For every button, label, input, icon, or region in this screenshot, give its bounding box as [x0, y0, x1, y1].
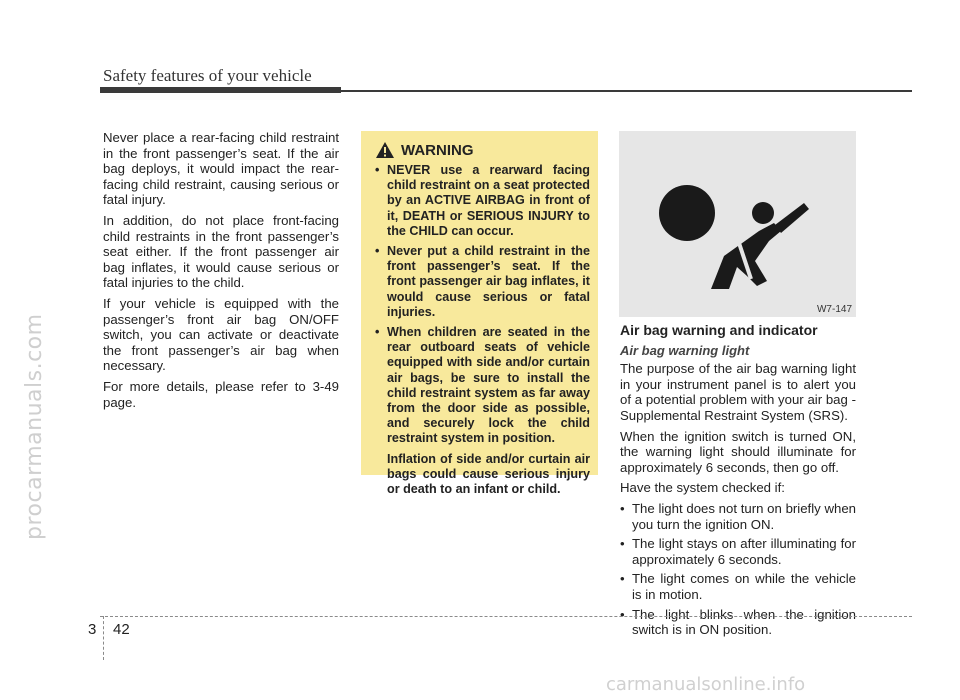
- left-column: [103, 130, 339, 415]
- warning-item: [375, 325, 590, 447]
- bullet: •: [620, 606, 625, 622]
- check-list: [620, 501, 856, 638]
- footer-divider: [103, 616, 104, 660]
- warning-list: [375, 163, 590, 447]
- page-number: 42: [113, 621, 130, 638]
- left-paragraph: In addition, do not place front-facing child restraints in the front passenger’s seat either. If the front passenger air bag inflates, it would cause serious or fatal injuries to the child.: [103, 212, 339, 291]
- side-watermark: procarmanuals.com: [22, 313, 47, 540]
- right-paragraph: The purpose of the air bag warning light in your instrument panel is to alert you of a potential problem with your air bag - Supplemental Restraint System (SRS).: [620, 361, 856, 423]
- warning-item-text: When children are seated in the rear outboard seats of vehicle equipped with side and/or curtain air bags, be sure to install the child restraint system as far away from the door side as possible, and securely lock the child restraint system in position.: [387, 325, 590, 446]
- check-item-text: The light stays on after illuminating for approximately 6 seconds.: [632, 536, 856, 567]
- check-item-text: The light does not turn on briefly when you turn the ignition ON.: [632, 500, 856, 532]
- airbag-figure: [619, 131, 856, 317]
- bottom-watermark: carmanualsonline.info: [606, 674, 806, 695]
- bullet: •: [375, 325, 380, 340]
- page-chapter: 3: [88, 621, 97, 638]
- subsection-title: Air bag warning light: [620, 342, 750, 358]
- warning-header: [375, 141, 590, 159]
- right-paragraph: Have the system checked if:: [620, 480, 785, 496]
- header-rule: [100, 90, 912, 92]
- check-item: [620, 607, 856, 638]
- airbag-warning-symbol-icon: [619, 131, 856, 317]
- warning-extra-text: Inflation of side and/or curtain air bags could cause serious injury or death to an infant or child.: [387, 451, 590, 497]
- right-paragraph: When the ignition switch is turned ON, the warning light should illuminate for approximately 6 seconds, then go off.: [620, 428, 856, 475]
- check-item: [620, 571, 856, 602]
- page-header-title: Safety features of your vehicle: [103, 66, 312, 85]
- warning-item-text: NEVER use a rearward facing child restraint on a seat protected by an ACTIVE AIRBAG in front of it, DEATH or SERIOUS INJURY to the CHILD can occur.: [387, 163, 590, 238]
- warning-item: [375, 244, 590, 320]
- section-title: Air bag warning and indicator: [620, 322, 818, 338]
- left-paragraph: Never place a rear-facing child restraint in the front passenger’s seat. If the air bag deploys, it would impact the rear-facing child restraint, causing serious or fatal injury.: [103, 130, 339, 208]
- bullet: •: [620, 536, 625, 552]
- check-item: [620, 501, 856, 532]
- bullet: •: [620, 500, 625, 516]
- bullet: •: [620, 571, 625, 587]
- right-column: [620, 323, 856, 642]
- left-paragraph: For more details, please refer to 3-49 page.: [103, 378, 339, 410]
- bullet: •: [375, 244, 380, 259]
- footer-rule: [100, 616, 912, 617]
- warning-item-text: Never put a child restraint in the front passenger’s seat. If the front passenger air bag inflates, it would cause serious or fatal injuries.: [387, 244, 590, 319]
- check-item: [620, 536, 856, 567]
- warning-title: WARNING: [401, 141, 474, 159]
- check-item-text: The light blinks when the ignition switch is in ON position.: [632, 606, 856, 638]
- warning-box: [361, 131, 598, 497]
- figure-code: W7-147: [816, 304, 852, 315]
- left-paragraph: If your vehicle is equipped with the passenger’s front air bag ON/OFF switch, you can activate or deactivate the front passenger’s air bag when necessary.: [103, 295, 339, 374]
- warning-triangle-icon: [375, 141, 395, 159]
- bullet: •: [375, 163, 380, 177]
- check-item-text: The light comes on while the vehicle is in motion.: [632, 571, 856, 602]
- warning-item: [375, 163, 590, 239]
